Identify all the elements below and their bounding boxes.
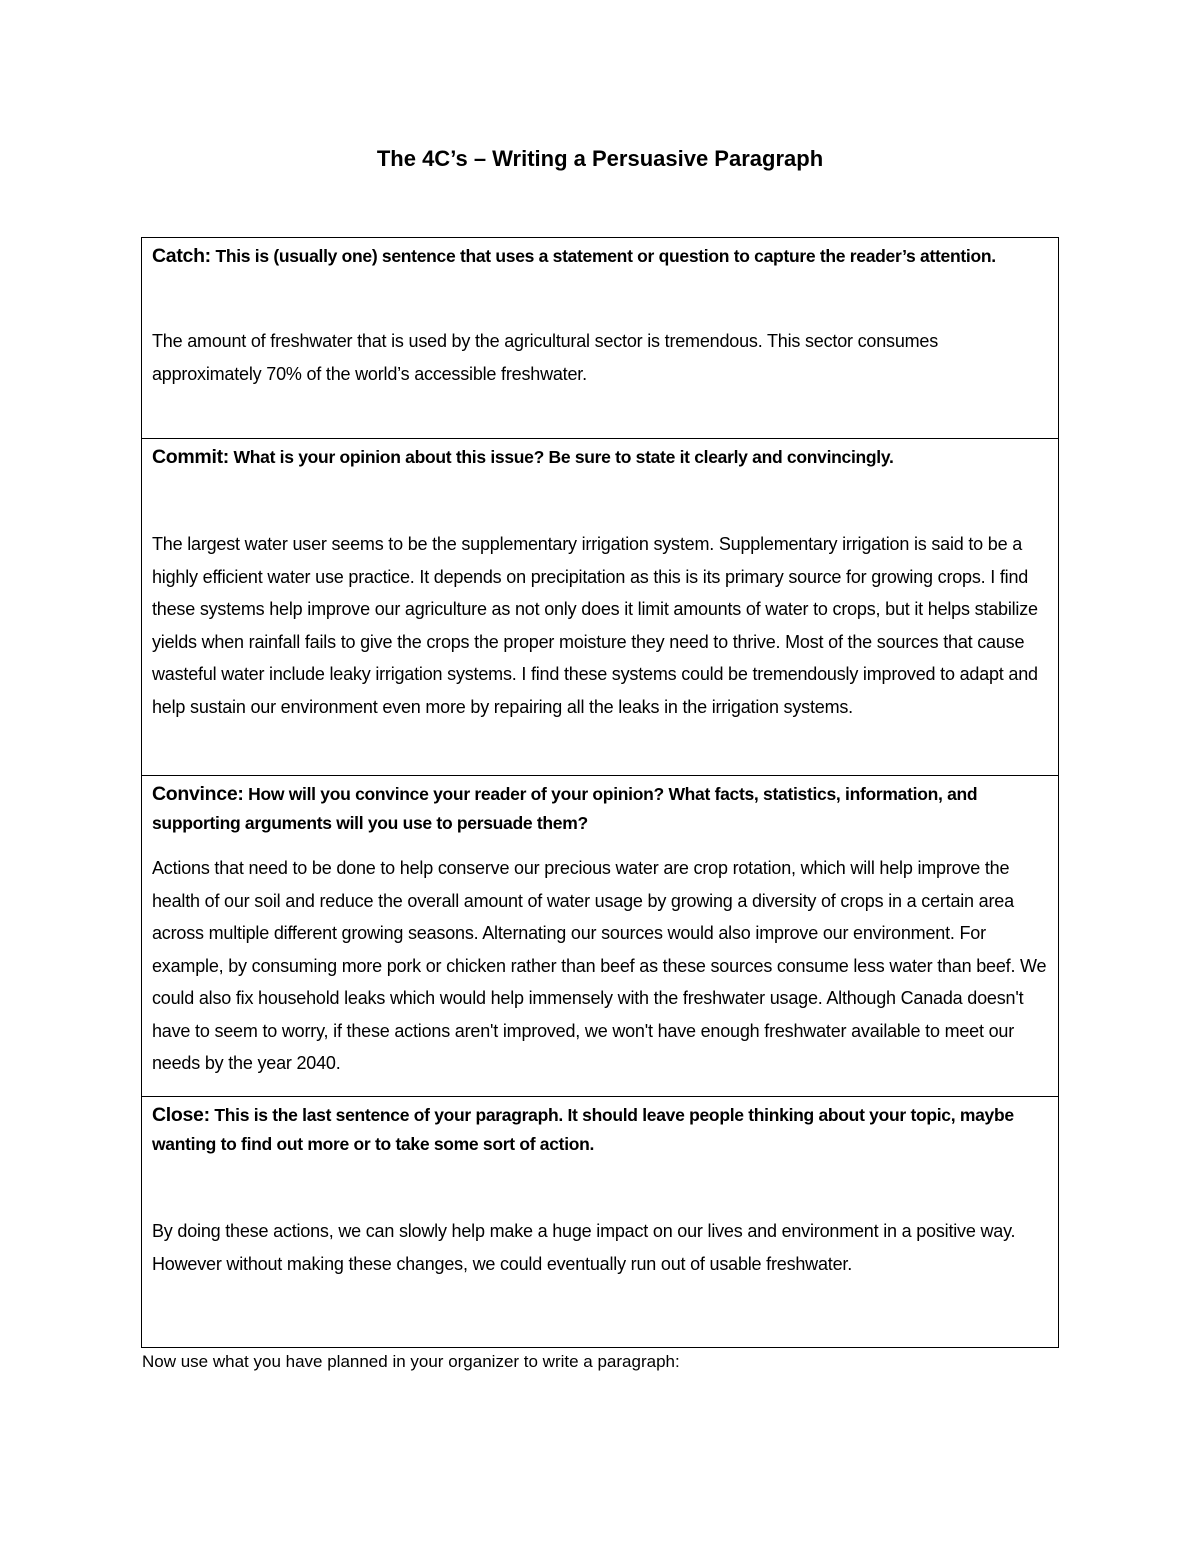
convince-cell <box>142 776 1059 1097</box>
catch-row <box>142 238 1059 439</box>
organizer-table <box>141 237 1059 1348</box>
close-response: By doing these actions, we can slowly help make a huge impact on our lives and environment in a positive way. However without making these changes, we could eventually run out of usable freshwater. <box>152 1221 1016 1274</box>
catch-cell <box>142 238 1059 439</box>
commit-instruction: What is your opinion about this issue? Be sure to state it clearly and convincingly. <box>233 447 894 467</box>
convince-label: Convince: <box>152 783 244 805</box>
convince-prompt <box>152 780 1048 838</box>
convince-response: Actions that need to be done to help conserve our precious water are crop rotation, which will help improve the health of our soil and reduce the overall amount of water usage by growing a diversity of crops in a certain area across multiple different growing seasons. Alternating our sources would also improve our environment. For example, by consuming more pork or chicken rather than beef as these sources consume less water than beef. We could also fix household leaks which would help immensely with the freshwater usage. Although Canada doesn't have to seem to worry, if these actions aren't improved, we won't have enough freshwater available to meet our needs by the year 2040. <box>152 858 1047 1073</box>
catch-prompt <box>152 242 1048 271</box>
catch-response: The amount of freshwater that is used by the agricultural sector is tremendous. This sector consumes approximately 70% of the world’s accessible freshwater. <box>152 331 939 384</box>
page-title: The 4C’s – Writing a Persuasive Paragraph <box>376 146 824 171</box>
commit-cell <box>142 439 1059 776</box>
close-cell <box>142 1097 1059 1348</box>
commit-row <box>142 439 1059 776</box>
commit-prompt <box>152 443 1048 472</box>
catch-label: Catch: <box>152 245 211 267</box>
close-instruction: This is the last sentence of your paragraph. It should leave people thinking about your topic, maybe wanting to find out more or to take some sort of action. <box>152 1105 1014 1154</box>
catch-instruction: This is (usually one) sentence that uses a statement or question to capture the reader’s attention. <box>215 246 996 266</box>
close-prompt <box>152 1101 1048 1159</box>
footer-instruction: Now use what you have planned in your organizer to write a paragraph: <box>142 1352 680 1371</box>
convince-row <box>142 776 1059 1097</box>
commit-response: The largest water user seems to be the supplementary irrigation system. Supplementary irrigation is said to be a highly efficient water use practice. It depends on precipitation as this is its primary source for growing crops. I find these systems help improve our agriculture as not only does it limit amounts of water to crops, but it helps stabilize yields when rainfall fails to give the crops the proper moisture they need to thrive. Most of the sources that cause wasteful water include leaky irrigation systems. I find these systems could be tremendously improved to adapt and help sustain our environment even more by repairing all the leaks in the irrigation systems. <box>152 534 1038 717</box>
close-row <box>142 1097 1059 1348</box>
convince-instruction: How will you convince your reader of your opinion? What facts, statistics, information, and supporting arguments will you use to persuade them? <box>152 784 978 833</box>
close-label: Close: <box>152 1104 210 1126</box>
commit-label: Commit: <box>152 446 229 468</box>
